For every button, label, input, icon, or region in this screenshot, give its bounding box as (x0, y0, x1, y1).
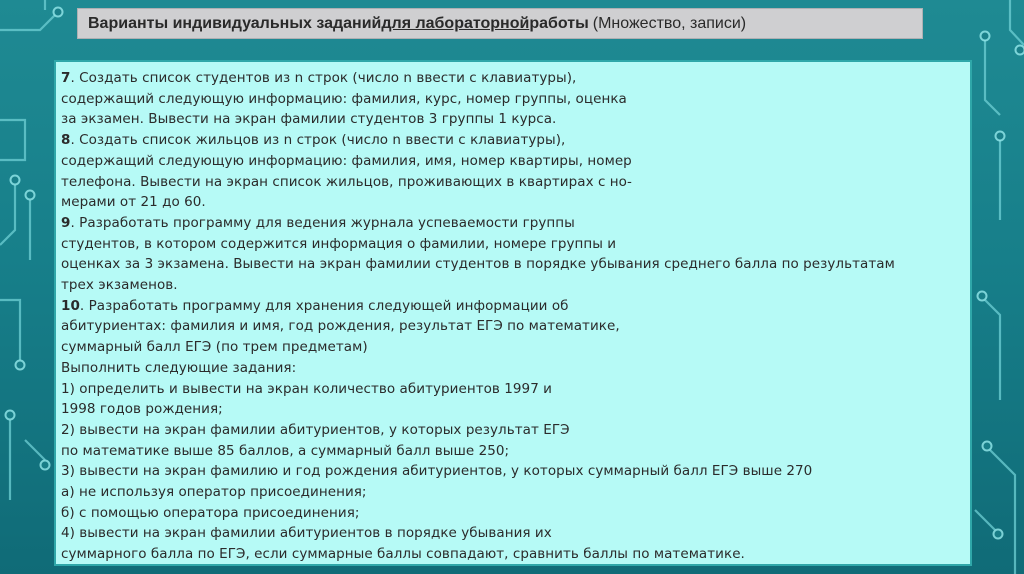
task-9-line-4: трех экзаменов. (61, 277, 178, 294)
task-10-line-8: по математике выше 85 баллов, а суммарный балл выше 250; (61, 442, 510, 459)
task-10-line-1 (61, 296, 962, 317)
task-list (54, 60, 972, 566)
task-8-text-1: . Создать список жильцов из n строк (число n ввести с клавиатуры), (70, 132, 566, 149)
task-8-line-3: телефона. Вывести на экран список жильцов, проживающих в квартирах с но- (61, 173, 632, 190)
task-10-line-13: суммарного балла по ЕГЭ, если суммарные баллы совпадают, сравнить баллы по математике. (61, 546, 745, 563)
task-8-number: 8 (61, 132, 71, 149)
task-9-line-1 (61, 213, 962, 234)
title-part4: (Множество, записи) (592, 14, 747, 32)
task-8-line-1 (61, 130, 962, 151)
task-9-line-3: оценках за 3 экзамена. Вывести на экран фамилии студентов в порядке убывания среднего балла по результатам (61, 256, 895, 273)
slide-title (77, 8, 923, 39)
task-10-text-1: . Разработать программу для хранения следующей информации об (79, 297, 569, 314)
task-8-line-4: мерами от 21 до 60. (61, 194, 206, 211)
task-7-line-1 (61, 68, 962, 89)
task-7-line-2: содержащий следующую информацию: фамилия, курс, номер группы, оценка (61, 90, 627, 107)
task-10-line-9: 3) вывести на экран фамилию и год рождения абитуриентов, у которых суммарный балл ЕГЭ выше 270 (61, 463, 813, 480)
task-10-line-5: 1) определить и вывести на экран количество абитуриентов 1997 и (61, 380, 553, 397)
task-9-line-2: студентов, в котором содержится информация о фамилии, номере группы и (61, 235, 617, 252)
task-10-line-6: 1998 годов рождения; (61, 401, 223, 418)
task-7-line-3: за экзамен. Вывести на экран фамилии студентов 3 группы 1 курса. (61, 111, 557, 128)
task-10-line-7: 2) вывести на экран фамилии абитуриентов, у которых результат ЕГЭ (61, 421, 570, 438)
task-10-line-11: б) с помощью оператора присоединения; (61, 504, 360, 521)
task-10-number: 10 (61, 297, 80, 314)
task-8-line-2: содержащий следующую информацию: фамилия, имя, номер квартиры, номер (61, 152, 632, 169)
task-10-line-2: абитуриентах: фамилия и имя, год рождения, результат ЕГЭ по математике, (61, 318, 620, 335)
task-7-number: 7 (61, 70, 71, 86)
task-10-line-12: 4) вывести на экран фамилии абитуриентов в порядке убывания их (61, 525, 552, 542)
task-10-line-4: Выполнить следующие задания: (61, 359, 297, 376)
title-part3: работы (529, 14, 589, 32)
title-part1: Варианты индивидуальных заданий (88, 14, 382, 32)
task-7-text-1: . Создать список студентов из n строк (число n ввести с клавиатуры), (70, 70, 577, 86)
task-10-line-10: а) не используя оператор присоединения; (61, 484, 367, 501)
title-part2: для лабораторной (381, 14, 530, 32)
task-9-number: 9 (61, 214, 71, 231)
task-9-text-1: . Разработать программу для ведения журнала успеваемости группы (70, 214, 575, 231)
task-10-line-3: суммарный балл ЕГЭ (по трем предметам) (61, 339, 368, 356)
